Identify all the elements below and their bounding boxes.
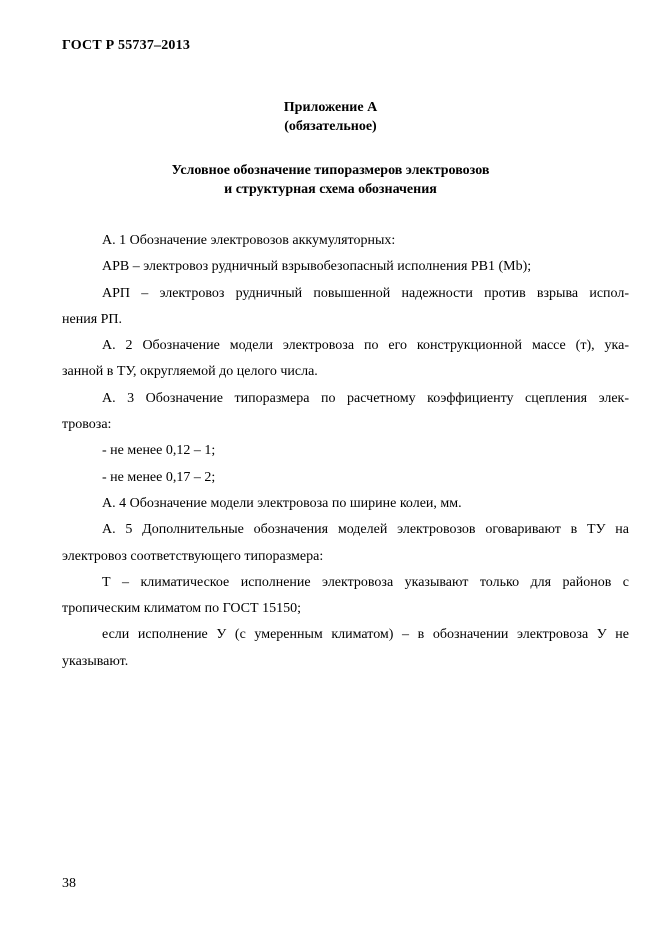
text-line-a5: А. 5 Дополнительные обозначения моделей электровозов оговаривают в ТУ на (102, 522, 629, 538)
appendix-title-line: Условное обозначение типоразмеров электровозов (171, 163, 490, 178)
text-line-t-cont: тропическим климатом по ГОСТ 15150; (62, 601, 301, 617)
appendix-heading (0, 98, 661, 136)
text-line-a2-cont: занной в ТУ, округляемой до целого числа. (62, 364, 318, 380)
text-line-a1: А. 1 Обозначение электровозов аккумуляторных: (102, 233, 396, 248)
text-line-a4: А. 4 Обозначение модели электровоза по ширине колеи, мм. (102, 495, 462, 511)
text-line-u: если исполнение У (с умеренным климатом) – в обозначении электровоза У не (102, 627, 629, 643)
text-line-list-item: - не менее 0,12 – 1; (102, 443, 216, 459)
appendix-title-line: и структурная схема обозначения (224, 182, 437, 197)
text-line-a2: А. 2 Обозначение модели электровоза по его конструкционной массе (т), ука- (102, 338, 629, 354)
text-line-arp: АРП – электровоз рудничный повышенной надежности против взрыва испол- (102, 285, 629, 301)
text-line-t: Т – климатическое исполнение электровоза указывают только для районов с (102, 574, 629, 590)
text-line-a5-cont: электровоз соответствующего типоразмера: (62, 548, 324, 564)
text-line-list-item: - не менее 0,17 – 2; (102, 469, 216, 485)
text-line-a3-cont: тровоза: (62, 417, 112, 433)
page-number: 38 (62, 876, 76, 891)
text-line-a3: А. 3 Обозначение типоразмера по расчетному коэффициенту сцепления элек- (102, 390, 629, 406)
appendix-status: (обязательное) (284, 119, 377, 134)
appendix-title (0, 161, 661, 199)
text-line-u-cont: указывают. (62, 653, 129, 669)
text-line-arp-cont: нения РП. (62, 311, 123, 327)
standard-code: ГОСТ Р 55737–2013 (62, 38, 191, 53)
document-body (62, 228, 629, 675)
appendix-label: Приложение А (283, 100, 378, 115)
text-line-arv: АРВ – электровоз рудничный взрывобезопасный исполнения РВ1 (Мb); (102, 259, 532, 275)
